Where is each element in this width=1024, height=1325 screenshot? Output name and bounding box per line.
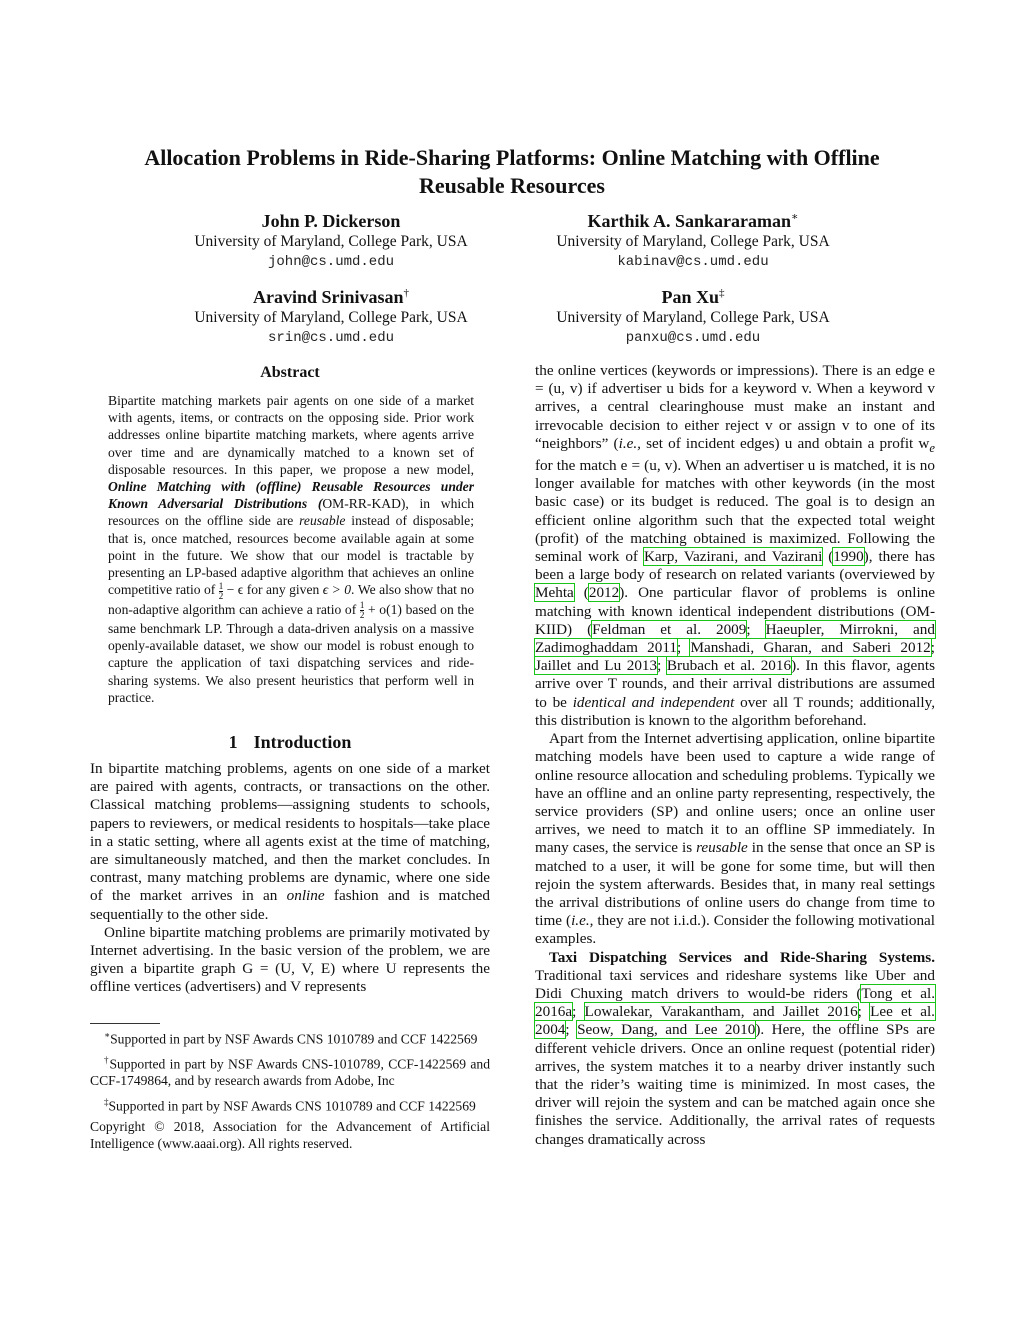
left-column-body (90, 760, 490, 997)
abstract-heading: Abstract (260, 364, 320, 381)
citation-link[interactable]: Tong et al. 2016a (535, 984, 935, 1021)
title-line-1: Allocation Problems in Ride-Sharing Platforms: Online Matching with Offline (144, 145, 880, 170)
footnote: ∗Supported in part by NSF Awards CNS 1010789 and CCF 1422569 (104, 1030, 478, 1047)
footnote: ‡Supported in part by NSF Awards CNS 1010789 and CCF 1422569 (104, 1096, 476, 1114)
author-affiliation: University of Maryland, College Park, USA (556, 233, 830, 250)
author-name: Pan Xu‡ (661, 287, 725, 307)
citation-link[interactable]: Karp, Vazirani, and Vazirani (643, 548, 823, 566)
title-line-2: Reusable Resources (419, 173, 605, 198)
author-email[interactable]: kabinav@cs.umd.edu (617, 254, 769, 270)
author-email[interactable]: panxu@cs.umd.edu (625, 330, 761, 346)
citation-link[interactable]: Mehta (535, 584, 574, 602)
paragraph: the online vertices (keywords or impressions). There is an edge e = (u, v) if advertiser u bids for a keyword v. When a keyword v arrives, a central clearinghouse must make an instant and irrevocable decision to either reject v or assign v to one of its “neighbors” (i.e., set of incident edges) u and obtain a profit $w_e$ for the match e = (u, v). When an advertiser u is matched, it is no longer available for matches with other keywords (in the most basic case) or its budget is reduced. The goal is to design an efficient online algorithm such that the expected total weight (profit) of the matching obtained is maximized. Following the seminal work of Karp, Vazirani, and Vazirani (1990), there has been a large body of research on related variants (overviewed by Mehta (2012). One particular flavor of problems is online matching with known identical independent distributions (OM-KIID) (Feldman et al. 2009; Haeupler, Mirrokni, and Zadimoghaddam 2011; Manshadi, Gharan, and Saberi 2012; Jaillet and Lu 2013; Brubach et al. 2016). In this flavor, agents arrive over T rounds, and their arrival distributions are assumed to be identical and independent over all T rounds; additionally, this distribution is known to the algorithm beforehand. (535, 362, 936, 729)
footnotes (90, 1027, 490, 1156)
abstract-body: Bipartite matching markets pair agents on one side of a market with agents, items, or contracts on the opposing side. Prior work addresses online bipartite matching markets, where agents arrive over time and are dynamically matched to a known set of disposable resources. In this paper, we propose a new model, Online Matching with (offline) Reusable Resources under Known Adversarial Distributions (OM-RR-KAD), in which resources on the offline side are reusable instead of disposable; that is, once matched, resources become available again at some point in the future. We show that our model is tractable by presenting an LP-based adaptive algorithm that achieves an online competitive ratio of $\frac{1}{2}$ − ϵ for any given ϵ > 0. We also show that no non-adaptive algorithm can achieve a ratio of $\frac{1}{2}$ + o(1) based on the same benchmark LP. Through a data-driven analysis on a massive openly-available dataset, we show our model is robust enough to capture the application of taxi dispatching services and ride-sharing systems. We also present heuristics that perform well in practice. (108, 393, 474, 705)
citation-link[interactable]: 2012 (588, 584, 620, 602)
author-block-4 (493, 282, 893, 348)
copyright-notice: Copyright © 2018, Association for the Advancement of Artificial Intelligence (www.aaai.org). All rights reserved. (90, 1118, 490, 1151)
author-name: John P. Dickerson (261, 211, 401, 231)
fraction: $\frac{1}{2}$ (359, 599, 365, 620)
paragraph: In bipartite matching problems, agents on one side of a market are paired with agents, contracts, or transactions on the other. Classical matching problems—assigning students to schools, papers to reviewers, or medical residents to hospitals—take place in a static setting, where all agents exist at the time of matching, are simultaneously matched, and then the market concludes. In contrast, many matching problems are dynamic, where one side of the market arrives in an online fashion and is matched sequentially to the other side. (90, 760, 490, 923)
footnote: †Supported in part by NSF Awards CNS-1010789, CCF-1422569 and CCF-1749864, and by research awards from Adobe, Inc (90, 1055, 491, 1089)
author-email[interactable]: srin@cs.umd.edu (267, 330, 395, 346)
author-affiliation: University of Maryland, College Park, USA (556, 309, 830, 326)
paragraph-heading: Taxi Dispatching Services and Ride-Sharing Systems. (549, 948, 935, 966)
model-name: Online Matching with (offline) Reusable Resources under Known Adversarial Distributions ( (108, 479, 474, 512)
paper-title (60, 144, 964, 200)
citation-link[interactable]: 1990 (833, 548, 864, 566)
citation-link[interactable]: Brubach et al. 2016 (666, 657, 792, 675)
citation-link[interactable]: Feldman et al. 2009 (592, 620, 747, 638)
author-email[interactable]: john@cs.umd.edu (267, 254, 395, 270)
paragraph: Taxi Dispatching Services and Ride-Sharing Systems. Traditional taxi services and rideshare systems like Uber and Didi Chuxing match drivers to would-be riders (Tong et al. 2016a; Lowalekar, Varakantham, and Jaillet 2016; Lee et al. 2004; Seow, Dang, and Lee 2010). Here, the offline SPs are different vehicle drivers. Once an online request (potential rider) arrives, the system matches it to a nearby driver instantly such that the rider’s waiting time is minimized. In most cases, the driver will rejoin the system and can be matched again once she finishes the service. Additionally, the arrival rates of requests changes dramatically across (535, 948, 935, 1148)
author-block-2 (493, 206, 893, 272)
section-heading-introduction: 1 Introduction (228, 732, 352, 752)
author-name: Aravind Srinivasan† (252, 287, 410, 307)
footnote-rule (90, 1023, 160, 1024)
citation-link[interactable]: Manshadi, Gharan, and Saberi 2012 (690, 639, 931, 657)
citation-link[interactable]: Haeupler, Mirrokni, and Zadimoghaddam 2011 (535, 620, 935, 657)
citation-link[interactable]: Jaillet and Lu 2013 (535, 657, 658, 675)
author-affiliation: University of Maryland, College Park, USA (194, 233, 468, 250)
right-column-body (535, 362, 935, 1149)
author-affiliation: University of Maryland, College Park, USA (194, 309, 468, 326)
author-name: Karthik A. Sankararaman∗ (587, 211, 799, 231)
author-block-3 (131, 282, 531, 348)
author-block-1 (131, 206, 531, 272)
fraction: $\frac{1}{2}$ (218, 580, 224, 601)
citation-link[interactable]: Seow, Dang, and Lee 2010 (577, 1021, 756, 1039)
citation-link[interactable]: Lee et al. 2004 (535, 1003, 935, 1039)
paragraph: Online bipartite matching problems are primarily motivated by Internet advertising. In the basic version of the problem, we are given a bipartite graph G = (U, V, E) where U represents the offline vertices (advertisers) and V represents (90, 923, 490, 996)
citation-link[interactable]: Lowalekar, Varakantham, and Jaillet 2016 (584, 1003, 858, 1021)
paragraph: Apart from the Internet advertising application, online bipartite matching models have been used to capture a wide range of online resource allocation and scheduling problems. Typically we have an offline and an online party representing, respectively, the service providers (SP) and online users; once an online user arrives, we need to match it to an offline SP immediately. In many cases, the service is reusable in the sense that once an SP is matched to a user, it will be gone for some time, but will then rejoin the system afterwards. Besides that, in many real settings the arrival distributions of online users do change from time to time (i.e., they are not i.i.d.). Consider the following motivational examples. (535, 730, 936, 948)
